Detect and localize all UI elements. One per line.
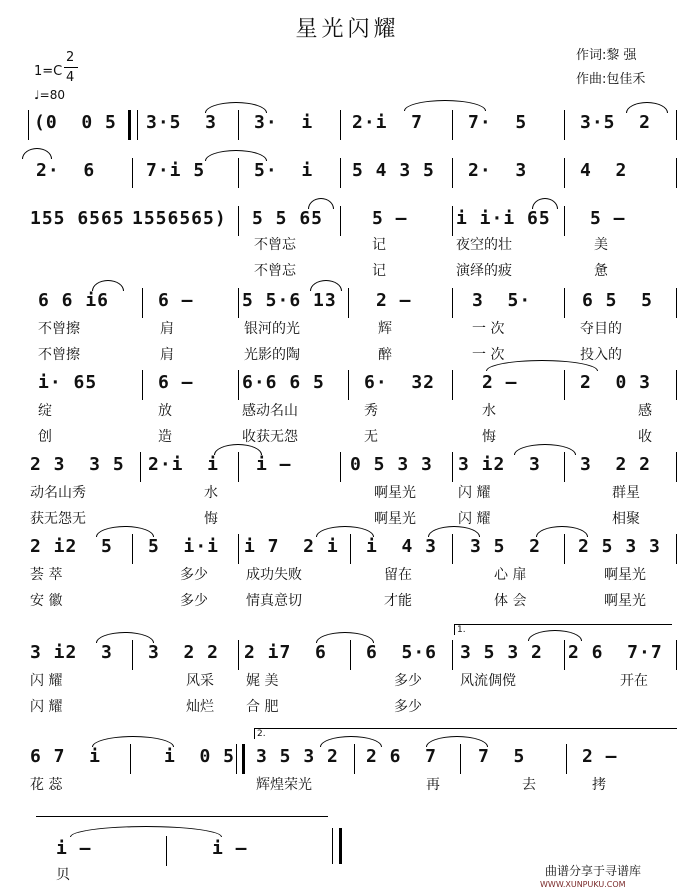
lyric: 风流倜傥 (460, 673, 516, 689)
lyric: 闪 耀 (458, 511, 491, 527)
measure: 2 0 3 (580, 372, 652, 393)
measure: 6 7 i (30, 746, 102, 767)
composer-credit: 作曲:包佳禾 (576, 72, 646, 87)
measure: 2 – (482, 372, 518, 393)
measure: i i·i 65 (456, 208, 551, 229)
lyric: 再 (426, 777, 440, 793)
measure: 5 5 65 (252, 208, 324, 229)
time-signature-top: 2 (66, 50, 75, 65)
lyric: 不曾擦 (38, 321, 80, 337)
lyric: 绽 (38, 403, 52, 419)
measure: 3·5 3 (146, 112, 218, 133)
measure: i – (212, 838, 248, 859)
lyric: 水 (204, 485, 218, 501)
lyric: 肩 (160, 321, 174, 337)
lyric: 光影的陶 (244, 347, 300, 363)
measure: 3 2 2 (148, 642, 220, 663)
lyric: 夜空的壮 (456, 237, 512, 253)
measure: 1556565) (132, 208, 227, 229)
lyric: 合 肥 (246, 699, 279, 715)
lyric: 悔 (204, 511, 218, 527)
lyric: 花 蕊 (30, 777, 63, 793)
lyric: 多少 (394, 699, 422, 715)
lyric: 水 (482, 403, 496, 419)
lyric: 不曾擦 (38, 347, 80, 363)
measure: 2·i 7 (352, 112, 424, 133)
volta-line (36, 816, 328, 817)
measure: i 4 3 (366, 536, 438, 557)
measure: 3· i (254, 112, 314, 133)
lyric: 记 (372, 237, 386, 253)
measure: 6 6 i6 (38, 290, 110, 311)
measure: 6· 32 (364, 372, 436, 393)
lyric: 相聚 (612, 511, 640, 527)
lyric: 多少 (180, 567, 208, 583)
measure: 6 – (158, 290, 194, 311)
lyric: 拷 (592, 777, 606, 793)
measure: 2 5 3 3 (578, 536, 661, 557)
measure: 4 2 (580, 160, 628, 181)
measure: 5 i·i (148, 536, 220, 557)
lyric: 肩 (160, 347, 174, 363)
lyric: 留在 (384, 567, 412, 583)
lyric: 辉 (378, 321, 392, 337)
measure: i – (256, 454, 292, 475)
lyric: 闪 耀 (30, 699, 63, 715)
lyric: 闪 耀 (30, 673, 63, 689)
lyric: 多少 (180, 593, 208, 609)
measure: 2 – (376, 290, 412, 311)
tempo-marking: ♩=80 (34, 88, 65, 102)
measure: 7 5 (478, 746, 526, 767)
final-barline (332, 828, 342, 864)
measure: 6·6 6 5 (242, 372, 325, 393)
measure: 6 5 5 (582, 290, 654, 311)
lyric: 收 (638, 429, 652, 445)
lyric: 不曾忘 (254, 237, 296, 253)
lyric: 成功失败 (246, 567, 302, 583)
measure: 5 – (590, 208, 626, 229)
lyric: 才能 (384, 593, 412, 609)
measure: 2·i i (148, 454, 220, 475)
lyric: 感 (638, 403, 652, 419)
lyric: 惫 (594, 263, 608, 279)
volta-bracket: 1. (454, 624, 672, 635)
measure: 5 5·6 13 (242, 290, 337, 311)
lyric: 醉 (378, 347, 392, 363)
measure: 2· 3 (468, 160, 528, 181)
lyric: 银河的光 (244, 321, 300, 337)
measure: 7· 5 (468, 112, 528, 133)
measure: 7·i 5 (146, 160, 206, 181)
lyric: 悔 (482, 429, 496, 445)
lyric: 创 (38, 429, 52, 445)
measure: 2 6 7·7 (568, 642, 663, 663)
measure: 3 5 3 2 (460, 642, 543, 663)
lyric: 无 (364, 429, 378, 445)
lyric: 贝 (56, 867, 70, 883)
measure: 3·5 2 (580, 112, 652, 133)
measure: 5· i (254, 160, 314, 181)
measure: 2 3 3 5 (30, 454, 125, 475)
lyric: 闪 耀 (458, 485, 491, 501)
measure: 0 5 3 3 (350, 454, 433, 475)
lyric: 去 (522, 777, 536, 793)
measure: 2· 6 (36, 160, 96, 181)
lyric: 啊星光 (374, 511, 416, 527)
lyric: 多少 (394, 673, 422, 689)
lyric: 记 (372, 263, 386, 279)
measure: (0 0 5 (34, 112, 117, 133)
watermark-url: WWW.XUNPUKU.COM (540, 880, 626, 889)
lyric: 风采 (186, 673, 214, 689)
time-signature-bottom: 4 (66, 70, 75, 85)
key-signature: 1=C (34, 64, 63, 79)
lyric: 美 (594, 237, 608, 253)
lyric: 开在 (620, 673, 648, 689)
measure: i 7 2 i (244, 536, 339, 557)
lyric: 心 扉 (494, 567, 527, 583)
lyric: 辉煌荣光 (256, 777, 312, 793)
lyric: 情真意切 (246, 593, 302, 609)
measure: 5 4 3 5 (352, 160, 435, 181)
watermark-text: 曲谱分享于寻谱库 (545, 864, 642, 878)
lyric: 造 (158, 429, 172, 445)
measure: 3 i2 3 (458, 454, 541, 475)
measure: 3 i2 3 (30, 642, 113, 663)
lyric: 投入的 (580, 347, 622, 363)
measure: 5 – (372, 208, 408, 229)
lyric: 演绎的疲 (456, 263, 512, 279)
quarter-note-icon: ♩ (34, 88, 40, 102)
measure: 2 i7 6 (244, 642, 327, 663)
lyricist-credit: 作词:黎 强 (576, 48, 637, 63)
measure: i – (56, 838, 92, 859)
measure: i 0 5 (164, 746, 236, 767)
lyric: 啊星光 (604, 567, 646, 583)
measure: 6 – (158, 372, 194, 393)
song-title: 星光闪耀 (295, 17, 400, 42)
volta-bracket: 2. (254, 728, 677, 739)
lyric: 安 徽 (30, 593, 63, 609)
lyric: 收获无怨 (242, 429, 298, 445)
measure: 3 2 2 (580, 454, 652, 475)
lyric: 一 次 (472, 321, 505, 337)
lyric: 一 次 (472, 347, 505, 363)
time-signature-line (64, 67, 78, 68)
lyric: 灿烂 (186, 699, 214, 715)
lyric: 不曾忘 (254, 263, 296, 279)
lyric: 娓 美 (246, 673, 279, 689)
lyric: 啊星光 (604, 593, 646, 609)
lyric: 动名山秀 (30, 485, 86, 501)
measure: 2 – (582, 746, 618, 767)
lyric: 体 会 (494, 593, 527, 609)
measure: 3 5· (472, 290, 532, 311)
lyric: 群星 (612, 485, 640, 501)
measure: 155 6565 (30, 208, 125, 229)
lyric: 夺目的 (580, 321, 622, 337)
lyric: 获无怨无 (30, 511, 86, 527)
lyric: 感动名山 (242, 403, 298, 419)
lyric: 荟 萃 (30, 567, 63, 583)
lyric: 啊星光 (374, 485, 416, 501)
measure: 6 5·6 (366, 642, 438, 663)
measure: 2 i2 5 (30, 536, 113, 557)
measure: i· 65 (38, 372, 98, 393)
measure: 3 5 3 2 (256, 746, 339, 767)
lyric: 秀 (364, 403, 378, 419)
measure: 3 5 2 (470, 536, 542, 557)
lyric: 放 (158, 403, 172, 419)
measure: 2 6 7 (366, 746, 438, 767)
